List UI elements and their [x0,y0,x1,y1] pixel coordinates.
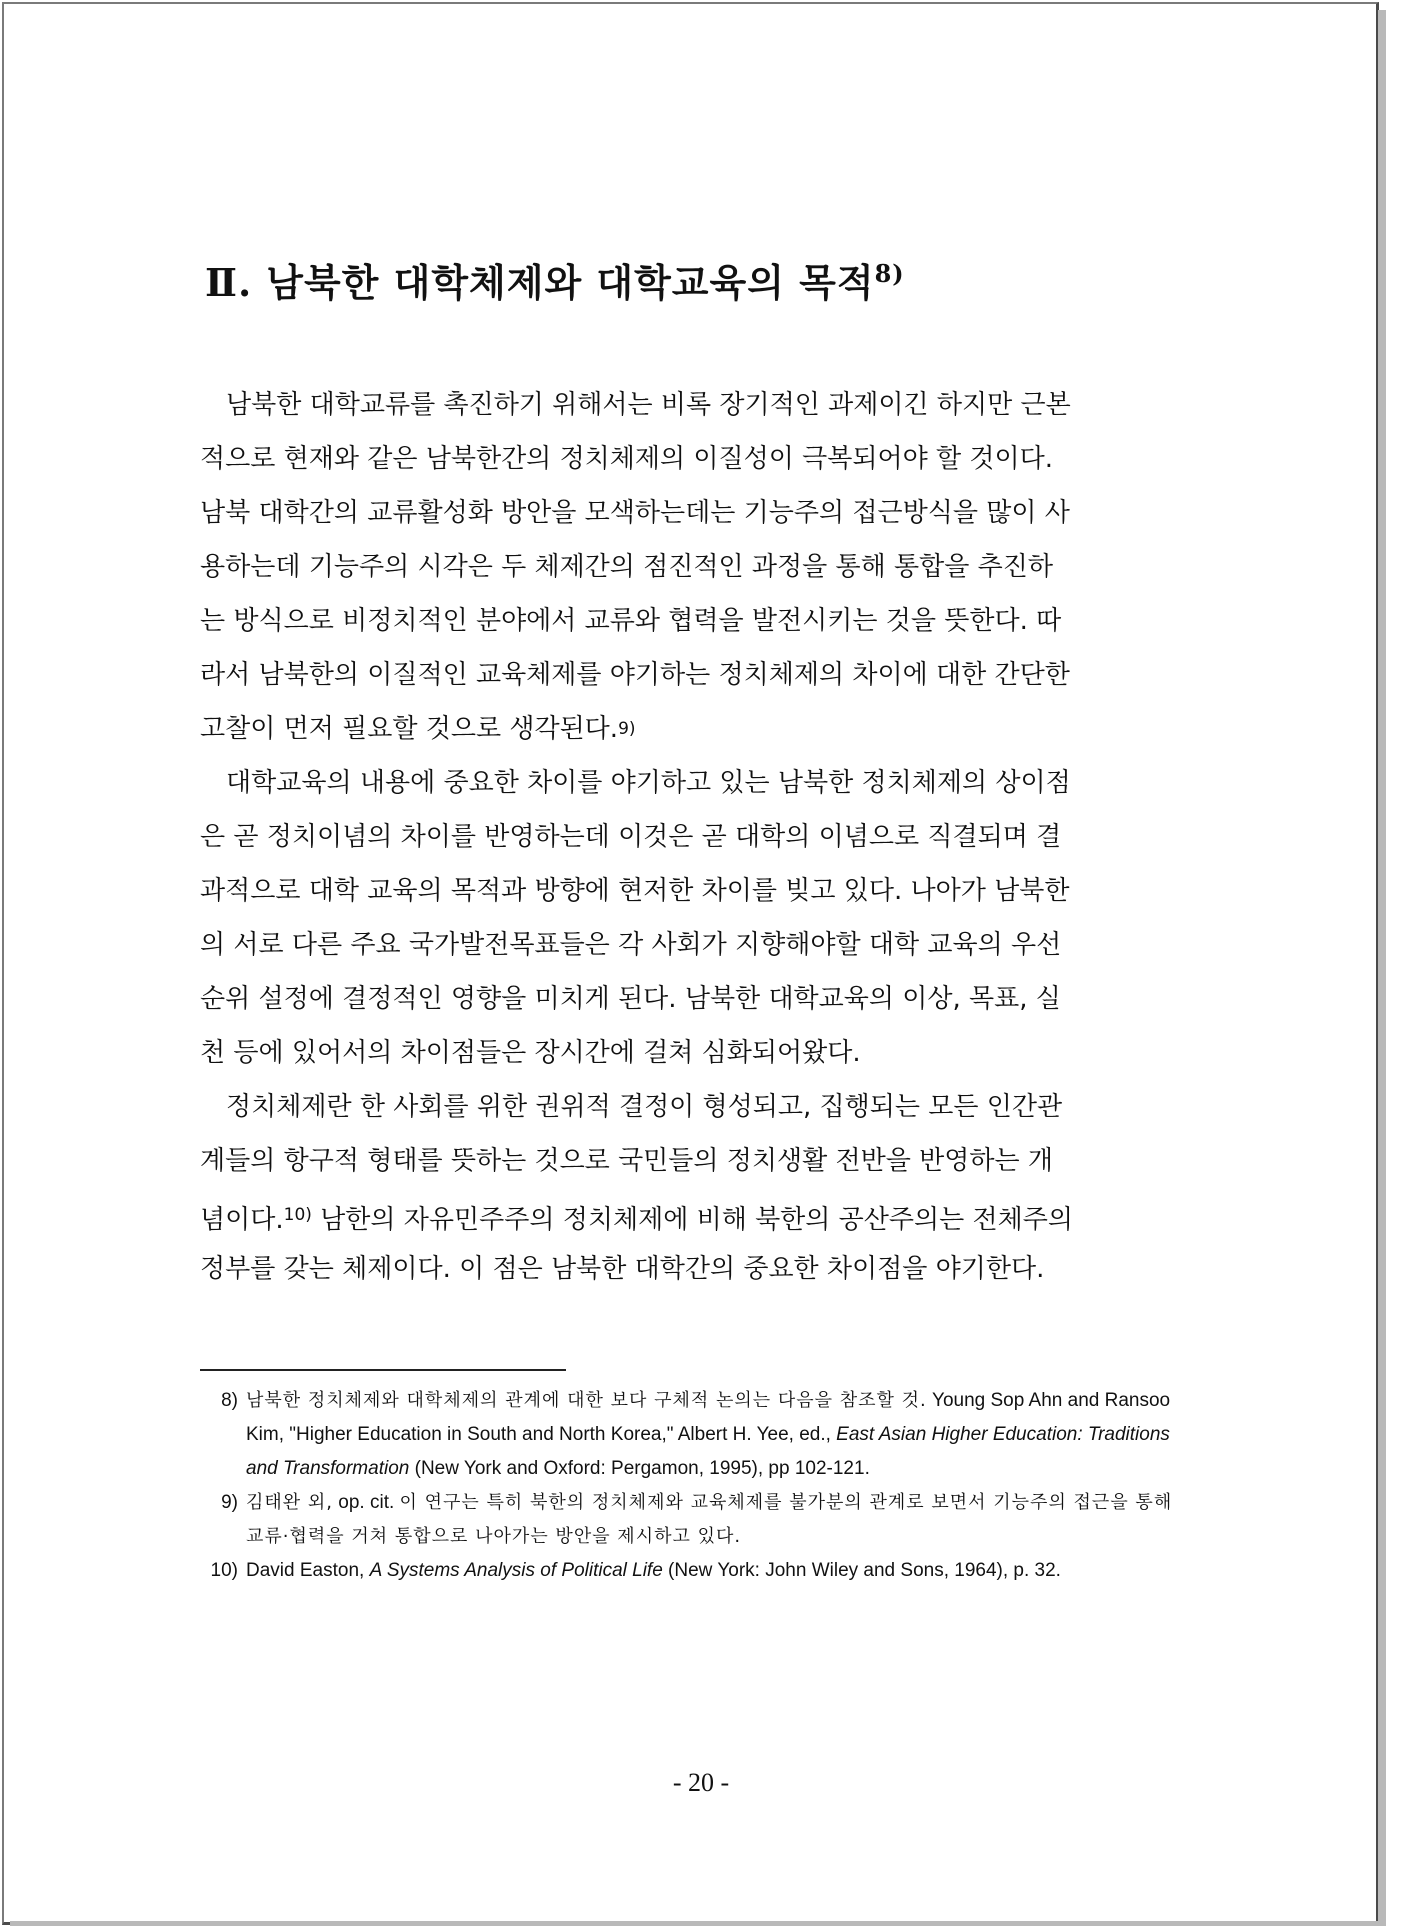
footnote-book-title: East Asian Higher Education: Traditions and Transformation [246,1424,1170,1479]
text-line [200,702,1190,756]
footnote [200,1486,1190,1554]
footnote-separator [200,1369,566,1371]
page-shadow [10,1921,1386,1926]
footnote-text [246,1486,1190,1554]
footnote [200,1384,1190,1486]
footnote-text [246,1384,1190,1486]
footnote-book-title: A Systems Analysis of Political Life [369,1560,663,1581]
footnote-ref: 10) [283,1205,312,1225]
text-line: 은 곧 정치이념의 차이를 반영하는데 이것은 곧 대학의 이념으로 직결되며 결 [200,822,1062,852]
text-line [200,1188,1190,1242]
footnote-text [246,1554,1190,1588]
text-line: 계들의 항구적 형태를 뜻하는 것으로 국민들의 정치생활 전반을 반영하는 개 [200,1146,1053,1176]
text-span [200,1188,1073,1242]
text-line: 순위 설정에 결정적인 영향을 미치게 된다. 남북한 대학교육의 이상, 목표, 실 [200,984,1061,1014]
text-line: 용하는데 기능주의 시각은 두 체제간의 점진적인 과정을 통해 통합을 추진하 [200,552,1053,582]
text-line: 남북 대학간의 교류활성화 방안을 모색하는데는 기능주의 접근방식을 많이 사 [200,498,1070,528]
text-line: 는 방식으로 비정치적인 분야에서 교류와 협력을 발전시키는 것을 뜻한다. 따 [200,606,1062,636]
footnote-korean-text: 남북한 정치체제와 대학체제의 관계에 대한 보다 구체적 논의는 다음을 참조할 것. [246,1390,927,1411]
footnote-number: 10) [210,1560,238,1581]
text-span: 념이다. [200,1205,284,1235]
page-shadow [1378,10,1386,1922]
page-number: - 20 - [672,1768,730,1797]
text-line: 라서 남북한의 이질적인 교육체제를 야기하는 정치체제의 차이에 대한 간단한 [200,660,1070,690]
text-line: 대학교육의 내용에 중요한 차이를 야기하고 있는 남북한 정치체제의 상이점 [226,768,1071,798]
footnote-citation: David Easton, [246,1560,370,1581]
footnote-citation: (New York and Oxford: Pergamon, 1995), pp 102-121. [409,1458,870,1479]
section-title: 남북한 대학체제와 대학교육의 목적 [266,260,875,305]
section-numeral: Ⅱ. [205,260,253,305]
footnote-citation: (New York: John Wiley and Sons, 1964), p. 32. [662,1560,1061,1581]
text-line: 정치체제란 한 사회를 위한 권위적 결정이 형성되고, 집행되는 모든 인간관 [226,1092,1063,1122]
text-line: 천 등에 있어서의 차이점들은 장시간에 걸쳐 심화되어왔다. [200,1038,861,1068]
footnote-citation: op. cit. [333,1492,400,1513]
text-line: 적으로 현재와 같은 남북한간의 정치체제의 이질성이 극복되어야 할 것이다. [200,444,1053,474]
text-line: 과적으로 대학 교육의 목적과 방향에 현저한 차이를 빚고 있다. 나아가 남북한 [200,876,1070,906]
footnote-number: 9) [221,1492,238,1513]
footnote-citation: Young Sop Ahn and Ransoo Kim, "Higher Education in South and North Korea," Albert H. Yee, ed., [246,1390,1171,1445]
section-heading [205,259,905,305]
footnote-number: 8) [221,1390,238,1411]
text-span: 남한의 자유민주주의 정치체제에 비해 북한의 공산주의는 전체주의 [311,1205,1073,1235]
footnote-korean-text: 김태완 외, [246,1492,333,1513]
text-line: 남북한 대학교류를 촉진하기 위해서는 비록 장기적인 과제이긴 하지만 근본 [226,390,1071,420]
footnote-ref: 8) [874,259,905,288]
footnote-ref: 9) [618,719,636,739]
text-span: 고찰이 먼저 필요할 것으로 생각된다. [200,714,619,744]
footnote-korean-text: 이 연구는 특히 북한의 정치체제와 교육체제를 불가분의 관계로 보면서 기능주의 접근을 통해 교류·협력을 거쳐 통합으로 나아가는 방안을 제시하고 있다. [246,1492,1173,1547]
body-text [200,378,1190,1296]
text-line: 의 서로 다른 주요 국가발전목표들은 각 사회가 지향해야할 대학 교육의 우선 [200,930,1062,960]
footnote [200,1554,1190,1588]
text-line: 정부를 갖는 체제이다. 이 점은 남북한 대학간의 중요한 차이점을 야기한다. [200,1254,1045,1284]
footnotes [200,1384,1190,1588]
